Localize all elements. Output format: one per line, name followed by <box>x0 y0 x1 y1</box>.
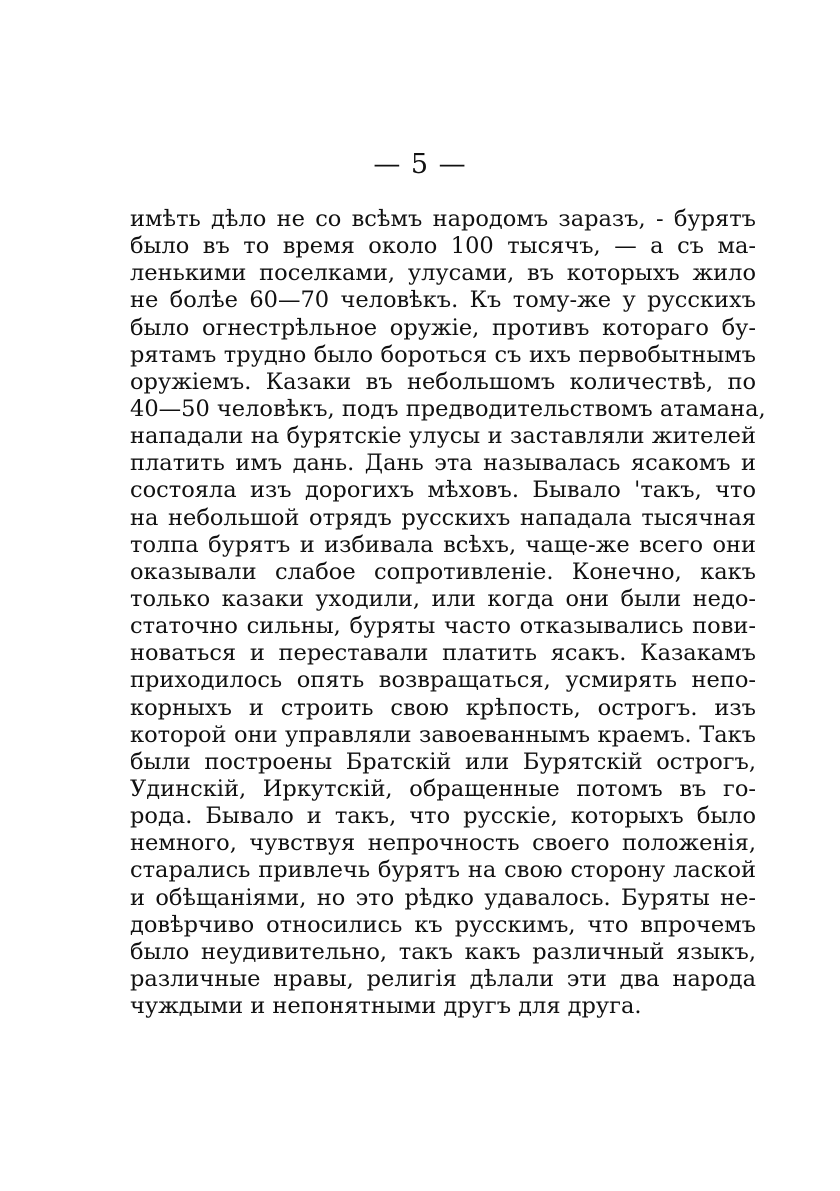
text-line: на небольшой отрядъ русскихъ нападала тысячная <box>130 504 756 531</box>
text-line: старались привлечь бурятъ на свою сторону лаской <box>130 857 756 884</box>
text-line: оказывали слабое сопротивленіе. Конечно, какъ <box>130 558 756 585</box>
text-line: приходилось опять возвращаться, усмирять непо- <box>130 667 756 694</box>
page-number: — 5 — <box>373 149 467 180</box>
text-line: оружіемъ. Казаки въ небольшомъ количествѣ, по <box>130 368 756 395</box>
text-line: немного, чувствуя непрочность своего положенія, <box>130 830 756 857</box>
text-line: состояла изъ дорогихъ мѣховъ. Бывало 'такъ, что <box>130 477 756 504</box>
text-line: было огнестрѣльное оружіе, противъ котораго бу- <box>130 314 756 341</box>
text-line: 40—50 человѣкъ, подъ предводительствомъ атамана, <box>130 395 766 422</box>
text-line: было въ то время около 100 тысячъ, — а съ ма- <box>130 233 756 260</box>
text-line: платить имъ дань. Дань эта называлась ясакомъ и <box>130 450 756 477</box>
text-line: различные нравы, религія дѣлали эти два народа <box>130 965 756 992</box>
text-line: Удинскій, Иркутскій, обращенные потомъ въ го- <box>130 775 756 802</box>
body-text <box>130 206 766 1020</box>
text-line: рятамъ трудно было бороться съ ихъ первобытнымъ <box>130 341 756 368</box>
text-line: корныхъ и строить свою крѣпость, острогъ. изъ <box>130 694 756 721</box>
text-line: чуждыми и непонятными другъ для друга. <box>130 993 642 1020</box>
text-line: имѣть дѣло не со всѣмъ народомъ заразъ, - бурятъ <box>130 206 756 232</box>
text-line: было неудивительно, такъ какъ различный языкъ, <box>130 938 756 965</box>
text-line: ленькими поселками, улусами, въ которыхъ жило <box>130 260 756 287</box>
text-line: были построены Братскій или Бурятскій острогъ, <box>130 748 756 775</box>
text-line: нападали на бурятскіе улусы и заставляли жителей <box>130 423 756 450</box>
text-line: новаться и переставали платить ясакъ. Казакамъ <box>130 640 756 667</box>
text-line: не болѣе 60—70 человѣкъ. Къ тому-же у русскихъ <box>130 287 756 314</box>
text-line: толпа бурятъ и избивала всѣхъ, чаще-же всего они <box>130 531 756 558</box>
text-line: статочно сильны, буряты часто отказывались пови- <box>130 613 756 640</box>
text-line: которой они управляли завоеваннымъ краемъ. Такъ <box>130 721 756 748</box>
text-line: и обѣщаніями, но это рѣдко удавалось. Буряты не- <box>130 884 756 911</box>
text-line: довѣрчиво относились къ русскимъ, что впрочемъ <box>130 911 756 938</box>
text-line: только казаки уходили, или когда они были недо- <box>130 585 756 612</box>
text-line: рода. Бывало и такъ, что русскіе, которыхъ было <box>130 803 756 830</box>
